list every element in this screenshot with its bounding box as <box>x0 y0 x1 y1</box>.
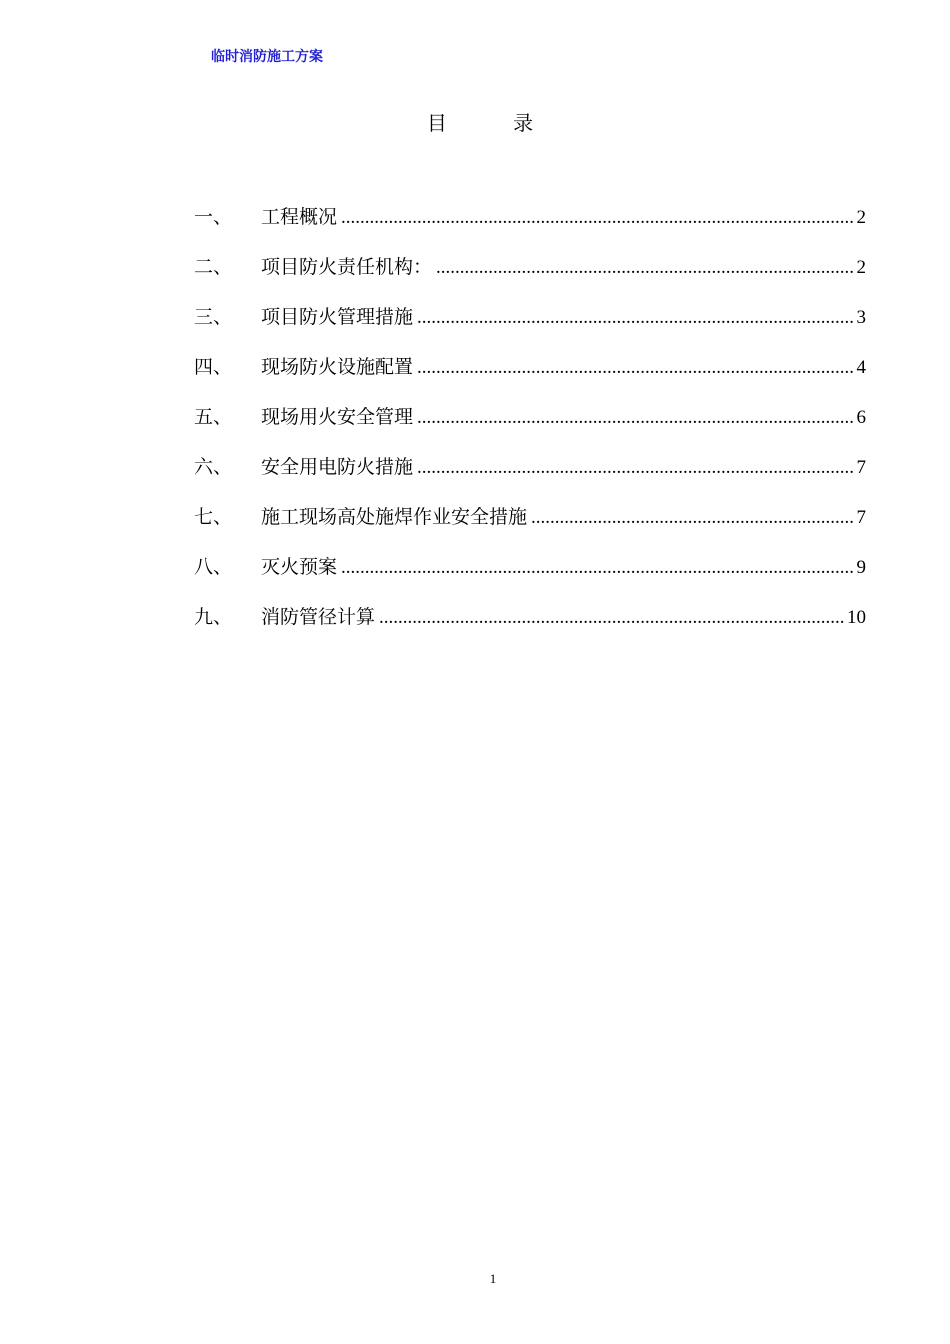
toc-entry-6[interactable] <box>194 452 866 502</box>
toc-entry-number: 三、 <box>194 306 233 328</box>
toc-entry-page: 2 <box>856 207 866 228</box>
toc-entry-text: 项目防火管理措施 <box>261 306 414 328</box>
toc-entry-number: 五、 <box>194 406 233 428</box>
toc-entry-number: 二、 <box>194 256 233 278</box>
toc-entry-number: 七、 <box>194 506 233 528</box>
toc-entry-page: 6 <box>856 407 866 428</box>
toc-entry-number: 一、 <box>194 206 233 228</box>
toc-entry-page: 7 <box>856 457 866 478</box>
toc-entry-page: 10 <box>847 607 866 628</box>
toc-entry-number: 九、 <box>194 606 233 628</box>
toc-dot-leader <box>379 607 844 629</box>
table-of-contents <box>194 202 866 652</box>
toc-heading: 目 录 <box>426 111 564 135</box>
toc-entry-text: 项目防火责任机构： <box>261 256 433 278</box>
toc-entry-5[interactable] <box>194 402 866 452</box>
toc-entry-text: 灭火预案 <box>261 556 338 578</box>
toc-entry-7[interactable] <box>194 502 866 552</box>
document-header-title: 临时消防施工方案 <box>211 49 323 65</box>
toc-entry-page: 3 <box>856 307 866 328</box>
toc-entry-text: 安全用电防火措施 <box>261 456 414 478</box>
toc-entry-text: 现场防火设施配置 <box>261 356 414 378</box>
toc-entry-number: 六、 <box>194 456 233 478</box>
toc-entry-8[interactable] <box>194 552 866 602</box>
toc-entry-page: 9 <box>856 557 866 578</box>
toc-dot-leader <box>531 507 853 529</box>
toc-entry-1[interactable] <box>194 202 866 252</box>
toc-entry-text: 施工现场高处施焊作业安全措施 <box>261 506 528 528</box>
toc-entry-number: 八、 <box>194 556 233 578</box>
toc-dot-leader <box>417 407 853 429</box>
toc-entry-2[interactable] <box>194 252 866 302</box>
toc-entry-page: 4 <box>856 357 866 378</box>
toc-entry-text: 工程概况 <box>261 206 338 228</box>
toc-entry-text: 消防管径计算 <box>261 606 376 628</box>
toc-dot-leader <box>417 357 853 379</box>
toc-dot-leader <box>341 207 853 229</box>
toc-dot-leader <box>417 307 853 329</box>
toc-dot-leader <box>417 457 853 479</box>
toc-entry-page: 7 <box>856 507 866 528</box>
toc-entry-text: 现场用火安全管理 <box>261 406 414 428</box>
toc-entry-4[interactable] <box>194 352 866 402</box>
toc-entry-page: 2 <box>856 257 866 278</box>
toc-entry-9[interactable] <box>194 602 866 652</box>
toc-dot-leader <box>436 257 853 279</box>
toc-dot-leader <box>341 557 853 579</box>
page-number: 1 <box>489 1271 497 1286</box>
toc-entry-number: 四、 <box>194 356 233 378</box>
toc-entry-3[interactable] <box>194 302 866 352</box>
